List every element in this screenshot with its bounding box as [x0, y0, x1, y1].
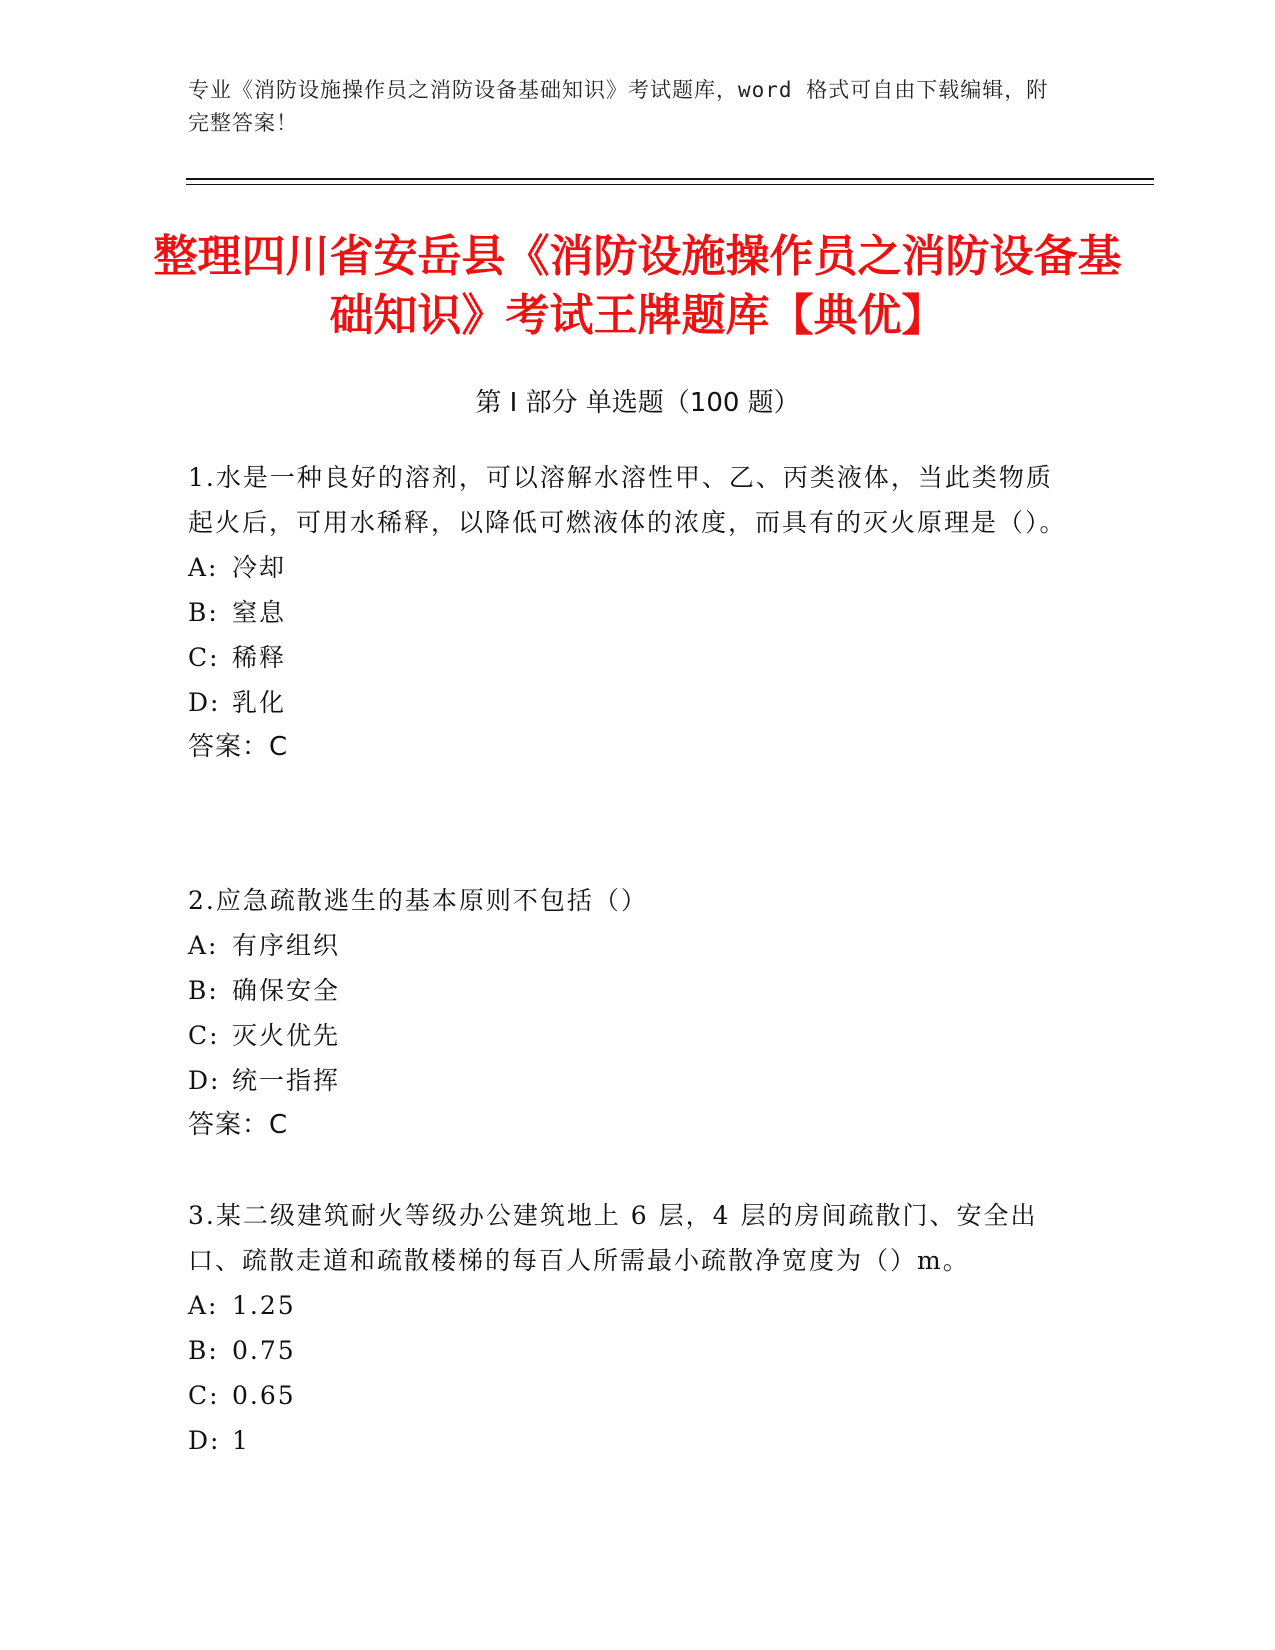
- option-text: 0.75: [232, 1336, 296, 1365]
- option-a: [188, 545, 1078, 590]
- option-d: [188, 680, 1078, 725]
- option-text: 1: [232, 1426, 250, 1455]
- option-letter: C:: [188, 643, 220, 672]
- question-stem: 2.应急疏散逃生的基本原则不包括（）: [188, 886, 648, 915]
- question-stem: 1.水是一种良好的溶剂，可以溶解水溶性甲、乙、丙类液体，当此类物质起火后，可用水稀释，以降低可燃液体的浓度，而具有的灭火原理是（）。: [188, 463, 1067, 537]
- option-letter: D:: [188, 1066, 221, 1095]
- option-b: [188, 968, 1078, 1013]
- option-letter: B:: [188, 598, 219, 627]
- option-letter: A:: [188, 1291, 219, 1320]
- question-1: [188, 455, 1078, 770]
- section-heading: 第 I 部分 单选题（100 题）: [475, 388, 800, 418]
- question-3: [188, 1193, 1078, 1463]
- option-c: [188, 1013, 1078, 1058]
- question-2: [188, 878, 1078, 1148]
- option-text: 乳化: [232, 688, 287, 717]
- option-letter: B:: [188, 1336, 219, 1365]
- option-text: 窒息: [232, 598, 287, 627]
- option-c: [188, 1373, 1078, 1418]
- option-letter: C:: [188, 1021, 220, 1050]
- option-d: [188, 1418, 1078, 1463]
- option-text: 统一指挥: [232, 1066, 341, 1095]
- option-letter: D:: [188, 1426, 221, 1455]
- question-stem: 3.某二级建筑耐火等级办公建筑地上 6 层，4 层的房间疏散门、安全出口、疏散走道和疏散楼梯的每百人所需最小疏散净宽度为（）m。: [188, 1201, 1038, 1275]
- option-letter: A:: [188, 931, 219, 960]
- option-c: [188, 635, 1078, 680]
- option-letter: A:: [188, 553, 219, 582]
- option-letter: C:: [188, 1381, 220, 1410]
- header-divider-thin: [186, 184, 1154, 185]
- option-letter: D:: [188, 688, 221, 717]
- option-text: 冷却: [232, 553, 287, 582]
- answer-line: 答案：C: [188, 1110, 289, 1140]
- option-text: 有序组织: [232, 931, 341, 960]
- option-text: 0.65: [232, 1381, 296, 1410]
- option-a: [188, 1283, 1078, 1328]
- option-a: [188, 923, 1078, 968]
- option-text: 稀释: [232, 643, 287, 672]
- document-title: 整理四川省安岳县《消防设施操作员之消防设备基础知识》考试王牌题库【典优】: [153, 231, 1122, 341]
- header-divider-thick: [186, 178, 1154, 180]
- header-note: 专业《消防设施操作员之消防设备基础知识》考试题库，word 格式可自由下载编辑，附完整答案！: [188, 78, 1049, 135]
- option-text: 1.25: [232, 1291, 296, 1320]
- option-text: 确保安全: [232, 976, 341, 1005]
- option-text: 灭火优先: [232, 1021, 341, 1050]
- option-letter: B:: [188, 976, 219, 1005]
- answer-line: 答案：C: [188, 732, 289, 762]
- option-b: [188, 590, 1078, 635]
- option-d: [188, 1058, 1078, 1103]
- option-b: [188, 1328, 1078, 1373]
